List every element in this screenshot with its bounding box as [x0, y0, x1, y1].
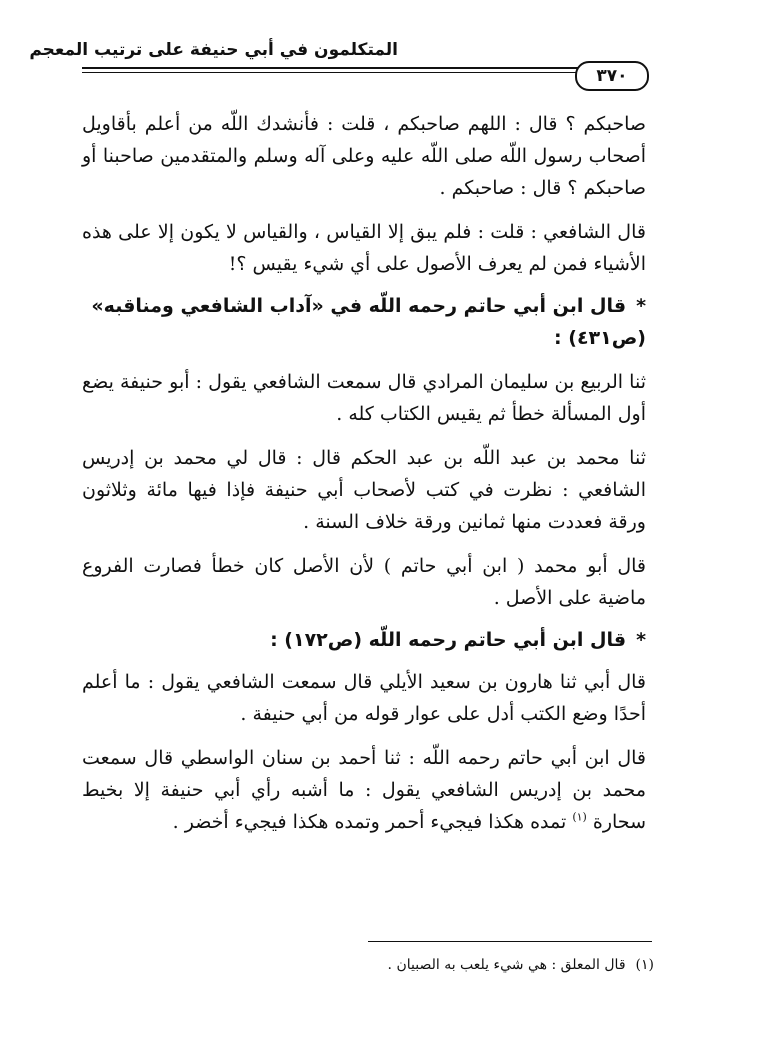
paragraph-1: صاحبكم ؟ قال : اللهم صاحبكم ، قلت : فأنشدك اللّه من أعلم بأقاويل أصحاب رسول اللّه صلى اللّه عليه وعلى آله وسلم والمتقدمين صاحبنا أو صاحبكم ؟ قال : صاحبكم . [82, 113, 646, 199]
footnote-text: قال المعلق : هي شيء يلعب به الصبيان . [387, 957, 626, 973]
section-heading-1-text: قال ابن أبي حاتم رحمه اللّه في «آداب الشافعي ومناقبه» (ص٤٣١) : [91, 295, 646, 349]
running-header-title: المتكلمون في أبي حنيفة على ترتيب المعجم [29, 40, 398, 60]
paragraph-7-text-b: تمده هكذا فيجيء أحمر وتمده هكذا فيجيء أخضر . [172, 811, 567, 833]
page-number: ٣٧٠ [575, 61, 649, 91]
footnote-separator [368, 941, 652, 942]
section-heading-1 [82, 290, 646, 354]
main-text [82, 108, 646, 838]
paragraph-7 [82, 742, 646, 838]
paragraph-2: قال الشافعي : قلت : فلم يبق إلا القياس ، والقياس لا يكون إلا على هذه الأشياء فمن لم يعرف الأصول على أي شيء يقيس ؟! [82, 221, 646, 275]
section-heading-2 [82, 624, 646, 656]
section-heading-2-text: قال ابن أبي حاتم رحمه اللّه (ص١٧٢) : [270, 629, 627, 651]
paragraph-6: قال أبي ثنا هارون بن سعيد الأيلي قال سمعت الشافعي يقول : ما أعلم أحدًا وضع الكتب أدل على عوار قوله من أبي حنيفة . [82, 671, 646, 725]
header-rule [82, 67, 646, 69]
paragraph-4: ثنا محمد بن عبد اللّه بن عبد الحكم قال : قال لي محمد بن إدريس الشافعي : نظرت في كتب لأصحاب أبي حنيفة فإذا فيها مائة وثلاثون ورقة فعددت منها ثمانين ورقة خلاف السنة . [82, 447, 646, 533]
star-icon: * [636, 629, 646, 651]
footnote-mark: (١) [635, 957, 654, 973]
footnote-reference[interactable]: (١) [572, 810, 587, 824]
footnote [134, 953, 654, 977]
paragraph-5: قال أبو محمد ( ابن أبي حاتم ) لأن الأصل كان خطأ فصارت الفروع ماضية على الأصل . [82, 555, 646, 609]
header-rule-secondary [82, 72, 578, 73]
paragraph-7-text-a: قال ابن أبي حاتم رحمه اللّه : ثنا أحمد بن سنان الواسطي قال سمعت محمد بن إدريس الشافعي يقول : ما أشبه رأي أبي حنيفة إلا بخيط سحارة [82, 747, 646, 833]
paragraph-3: ثنا الربيع بن سليمان المرادي قال سمعت الشافعي يقول : أبو حنيفة يضع أول المسألة خطأ ثم يقيس الكتاب كله . [82, 371, 646, 425]
star-icon: * [636, 295, 646, 317]
